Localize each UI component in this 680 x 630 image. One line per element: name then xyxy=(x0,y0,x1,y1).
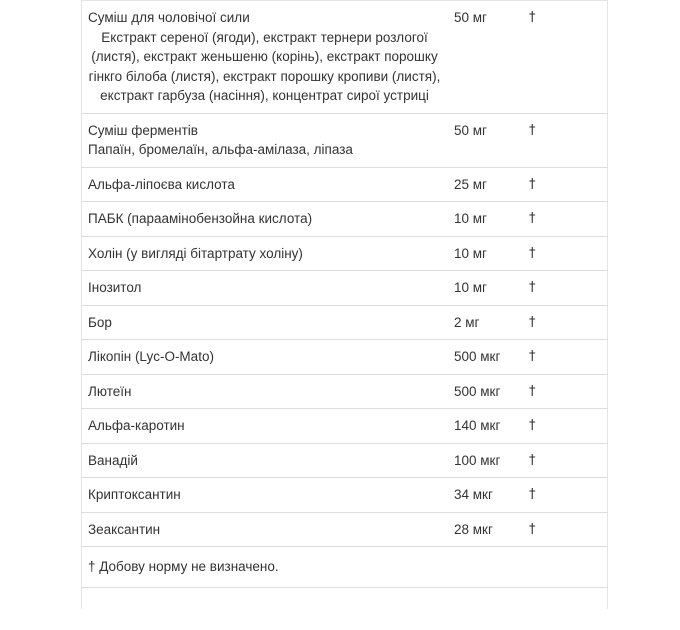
table-row xyxy=(81,167,608,202)
table-row xyxy=(81,443,608,478)
ingredient-composition: Екстракт сереної (ягоди), екстракт тернери розлогої (листя), екстракт женьшеню (корінь), екстракт порошку гінкго білоба (листя), екстракт порошку кропиви (листя), екстракт гарбуза (насіння), концентрат сирої устриці xyxy=(88,29,441,103)
amount-cell: 500 мкг xyxy=(447,374,529,409)
ingredient-name: Холін (у вигляді бітартрату холіну) xyxy=(81,236,447,271)
ingredient-cell xyxy=(81,113,447,167)
table-row xyxy=(81,478,608,513)
daily-value-cell: † xyxy=(529,113,608,167)
table-row xyxy=(81,512,608,547)
daily-value-cell: † xyxy=(529,202,608,237)
footnote-row xyxy=(81,547,608,588)
table-row xyxy=(81,374,608,409)
table-row xyxy=(81,202,608,237)
amount-cell: 10 мг xyxy=(447,271,529,306)
amount-cell: 10 мг xyxy=(447,236,529,271)
amount-cell: 500 мкг xyxy=(447,340,529,375)
amount-cell: 140 мкг xyxy=(447,409,529,444)
daily-value-cell: † xyxy=(529,305,608,340)
daily-value-cell: † xyxy=(529,443,608,478)
amount-cell: 100 мкг xyxy=(447,443,529,478)
table-row xyxy=(81,236,608,271)
table-row xyxy=(81,340,608,375)
ingredient-name: Суміш для чоловічої сили xyxy=(88,10,250,25)
table-row xyxy=(81,0,608,113)
ingredient-name: ПАБК (параамінобензойна кислота) xyxy=(81,202,447,237)
ingredient-cell xyxy=(81,0,447,113)
table-row xyxy=(81,271,608,306)
supplement-facts-table xyxy=(81,0,608,588)
ingredient-name: Зеаксантин xyxy=(81,512,447,547)
table-row xyxy=(81,305,608,340)
ingredient-name: Лікопін (Lyc-O-Mato) xyxy=(81,340,447,375)
table-row xyxy=(81,113,608,167)
ingredient-name: Альфа-каротин xyxy=(81,409,447,444)
amount-cell: 50 мг xyxy=(447,0,529,113)
ingredient-name: Альфа-ліпоєва кислота xyxy=(81,167,447,202)
daily-value-cell: † xyxy=(529,512,608,547)
daily-value-cell: † xyxy=(529,340,608,375)
ingredient-name: Інозитол xyxy=(81,271,447,306)
amount-cell: 34 мкг xyxy=(447,478,529,513)
daily-value-cell: † xyxy=(529,478,608,513)
amount-cell: 10 мг xyxy=(447,202,529,237)
table-row xyxy=(81,409,608,444)
daily-value-cell: † xyxy=(529,236,608,271)
ingredient-name: Криптоксантин xyxy=(81,478,447,513)
daily-value-cell: † xyxy=(529,271,608,306)
footnote-text: † Добову норму не визначено. xyxy=(81,547,608,588)
ingredient-name: Лютеїн xyxy=(81,374,447,409)
ingredient-name: Ванадій xyxy=(81,443,447,478)
daily-value-cell: † xyxy=(529,409,608,444)
daily-value-cell: † xyxy=(529,0,608,113)
ingredient-name: Бор xyxy=(81,305,447,340)
amount-cell: 2 мг xyxy=(447,305,529,340)
daily-value-cell: † xyxy=(529,374,608,409)
ingredient-composition: Папаїн, бромелаїн, альфа-амілаза, ліпаза xyxy=(88,142,353,157)
amount-cell: 28 мкг xyxy=(447,512,529,547)
amount-cell: 50 мг xyxy=(447,113,529,167)
daily-value-cell: † xyxy=(529,167,608,202)
ingredient-name: Суміш ферментів xyxy=(88,122,198,138)
amount-cell: 25 мг xyxy=(447,167,529,202)
